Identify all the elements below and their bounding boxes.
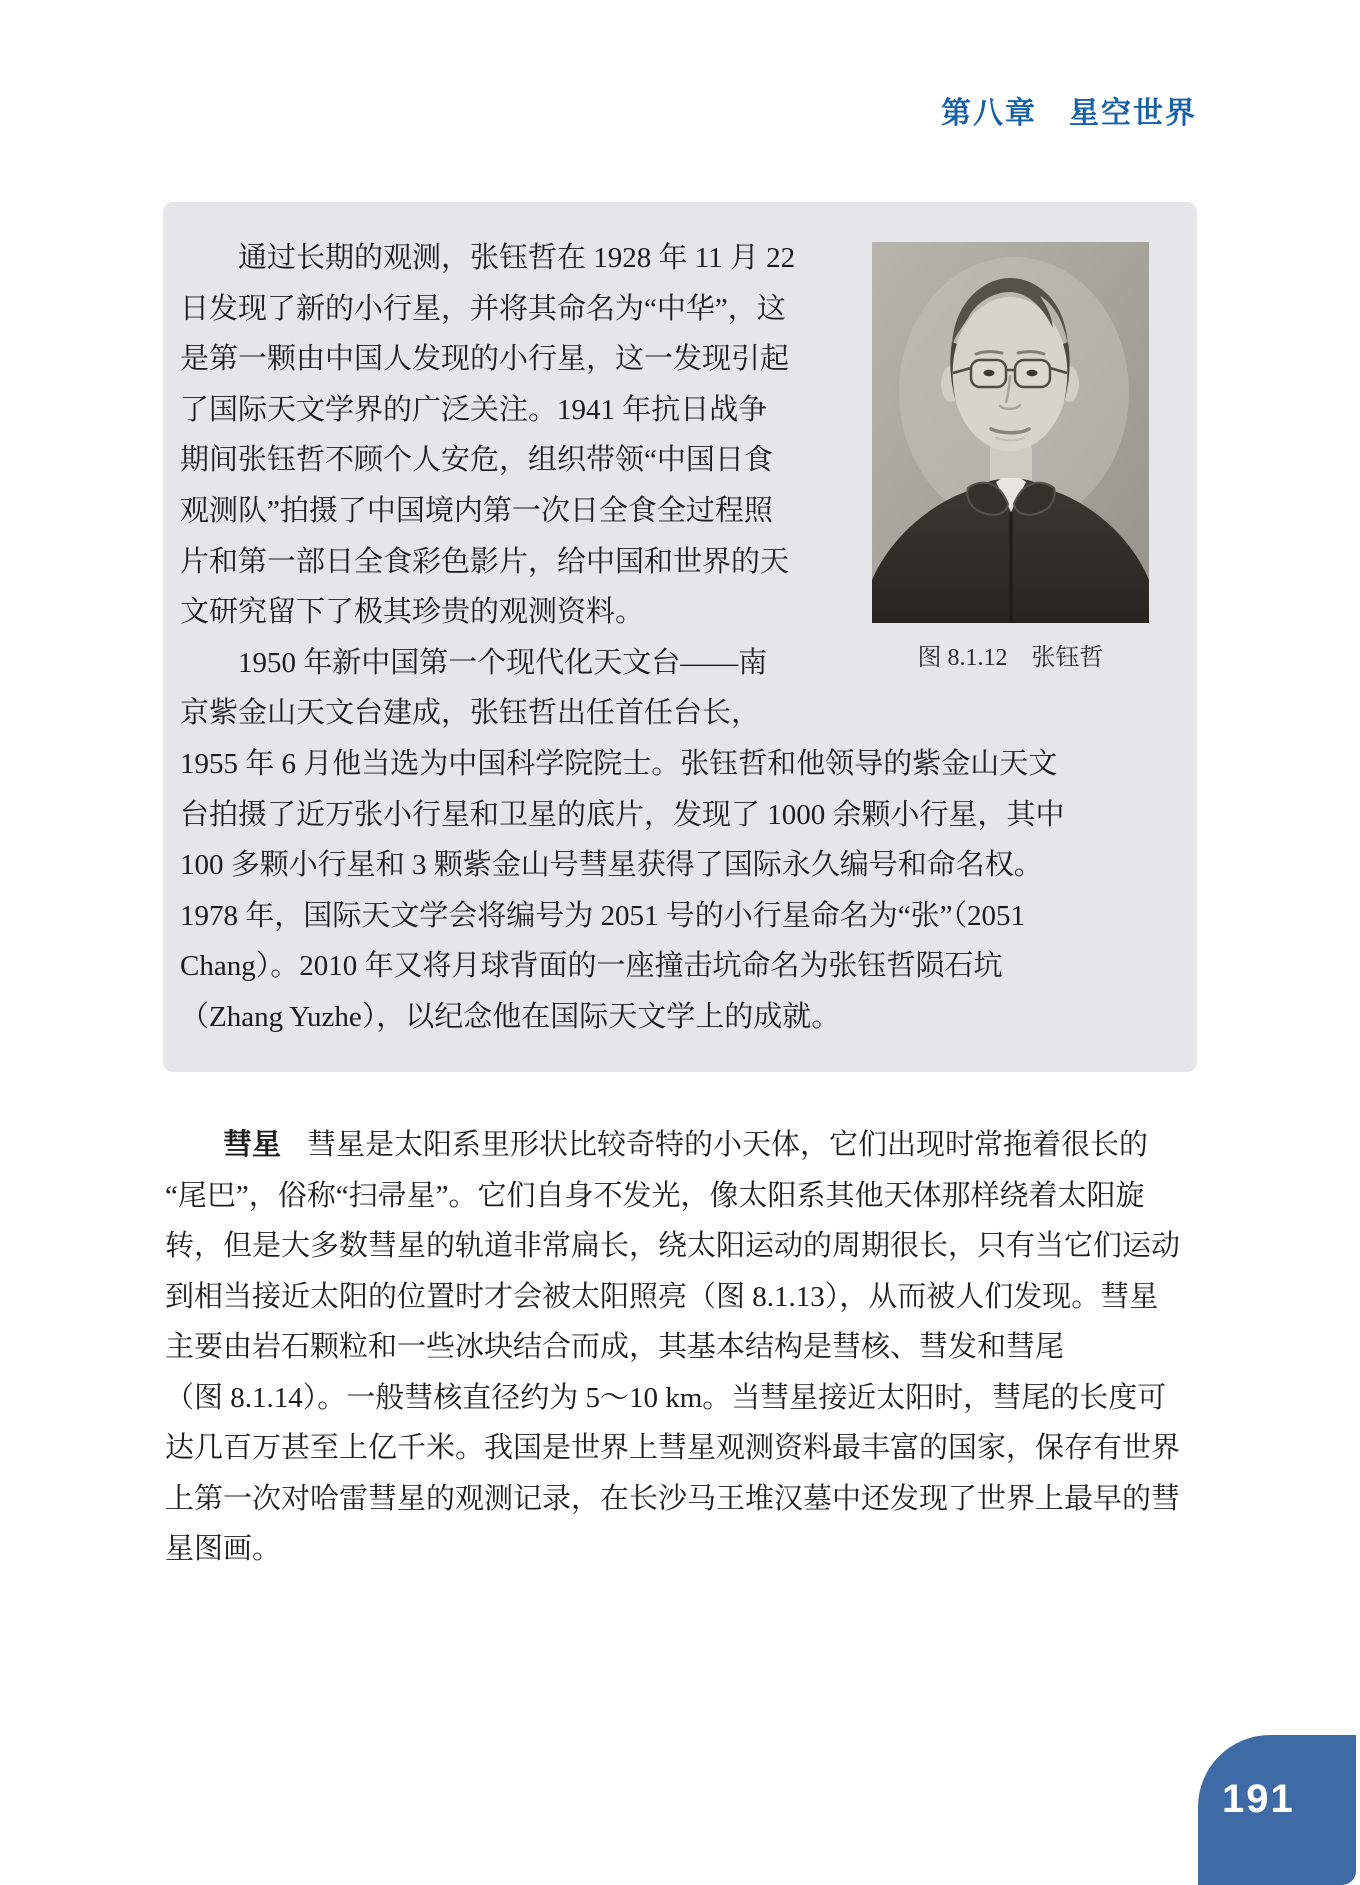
text-line: （图 8.1.14）。一般彗核直径约为 5～10 km。当彗星接近太阳时，彗尾的长度可 bbox=[165, 1381, 1167, 1414]
page-number: 191 bbox=[1222, 1777, 1295, 1821]
text-line-content: 彗星是太阳系里形状比较奇特的小天体，它们出现时常拖着很长的 bbox=[307, 1129, 1149, 1161]
eyes bbox=[984, 370, 995, 376]
text-line: 星图画。 bbox=[165, 1533, 282, 1565]
portrait-photo bbox=[872, 242, 1149, 623]
text-line bbox=[165, 1120, 1175, 1171]
chapter-header: 第八章 星空世界 bbox=[941, 97, 1197, 130]
text-line: 1978 年，国际天文学会将编号为 2051 号的小行星命名为“张”（2051 bbox=[180, 899, 1025, 932]
text-line: 是第一颗由中国人发现的小行星，这一发现引起 bbox=[180, 343, 790, 376]
text-line: 100 多颗小行星和 3 颗紫金山号彗星获得了国际永久编号和命名权。 bbox=[180, 849, 1043, 882]
text-line: 京紫金山天文台建成，张钰哲出任首任台长， bbox=[180, 697, 761, 730]
text-line: “尾巴”，俗称“扫帚星”。它们自身不发光，像太阳系其他天体那样绕着太阳旋 bbox=[165, 1179, 1145, 1212]
figure-zhang-yuzhe bbox=[872, 242, 1149, 672]
text-line: 上第一次对哈雷彗星的观测记录，在长沙马王堆汉墓中还发现了世界上最早的彗 bbox=[165, 1482, 1181, 1515]
text-line: 达几百万甚至上亿千米。我国是世界上彗星观测资料最丰富的国家，保存有世界 bbox=[165, 1432, 1181, 1464]
text-line: 期间张钰哲不顾个人安危，组织带领“中国日食 bbox=[180, 444, 773, 477]
text-line: 台拍摄了近万张小行星和卫星的底片，发现了 1000 余颗小行星，其中 bbox=[180, 798, 1065, 831]
text-line: 1950 年新中国第一个现代化天文台——南 bbox=[238, 646, 768, 679]
text-line: 主要由岩石颗粒和一些冰块结合而成，其基本结构是彗核、彗发和彗尾 bbox=[165, 1331, 1065, 1363]
text-line: 观测队”拍摄了中国境内第一次日全食全过程照 bbox=[180, 494, 773, 527]
text-line: 日发现了新的小行星，并将其命名为“中华”，这 bbox=[180, 292, 786, 325]
text-line: Chang）。2010 年又将月球背面的一座撞击坑命名为张钰哲陨石坑 bbox=[180, 950, 1003, 983]
comet-paragraph bbox=[165, 1120, 1181, 1575]
text-line: 1955 年 6 月他当选为中国科学院院士。张钰哲和他领导的紫金山天文 bbox=[180, 747, 1058, 780]
text-line: 文研究留下了极其珍贵的观测资料。 bbox=[180, 596, 645, 629]
page-number-tab bbox=[1198, 1735, 1356, 1885]
text-line: 通过长期的观测，张钰哲在 1928 年 11 月 22 bbox=[238, 242, 796, 274]
text-line: （Zhang Yuzhe），以纪念他在国际天文学上的成就。 bbox=[180, 1000, 841, 1033]
text-line: 片和第一部日全食彩色影片，给中国和世界的天 bbox=[180, 545, 790, 578]
text-line: 到相当接近太阳的位置时才会被太阳照亮（图 8.1.13），从而被人们发现。彗星 bbox=[165, 1280, 1159, 1313]
text-line: 转，但是大多数彗星的轨道非常扁长，绕太阳运动的周期很长，只有当它们运动 bbox=[165, 1230, 1181, 1262]
term-comet: 彗星 bbox=[223, 1129, 282, 1161]
figure-caption: 图 8.1.12 张钰哲 bbox=[917, 645, 1104, 671]
text-line: 了国际天文学界的广泛关注。1941 年抗日战争 bbox=[180, 393, 768, 426]
